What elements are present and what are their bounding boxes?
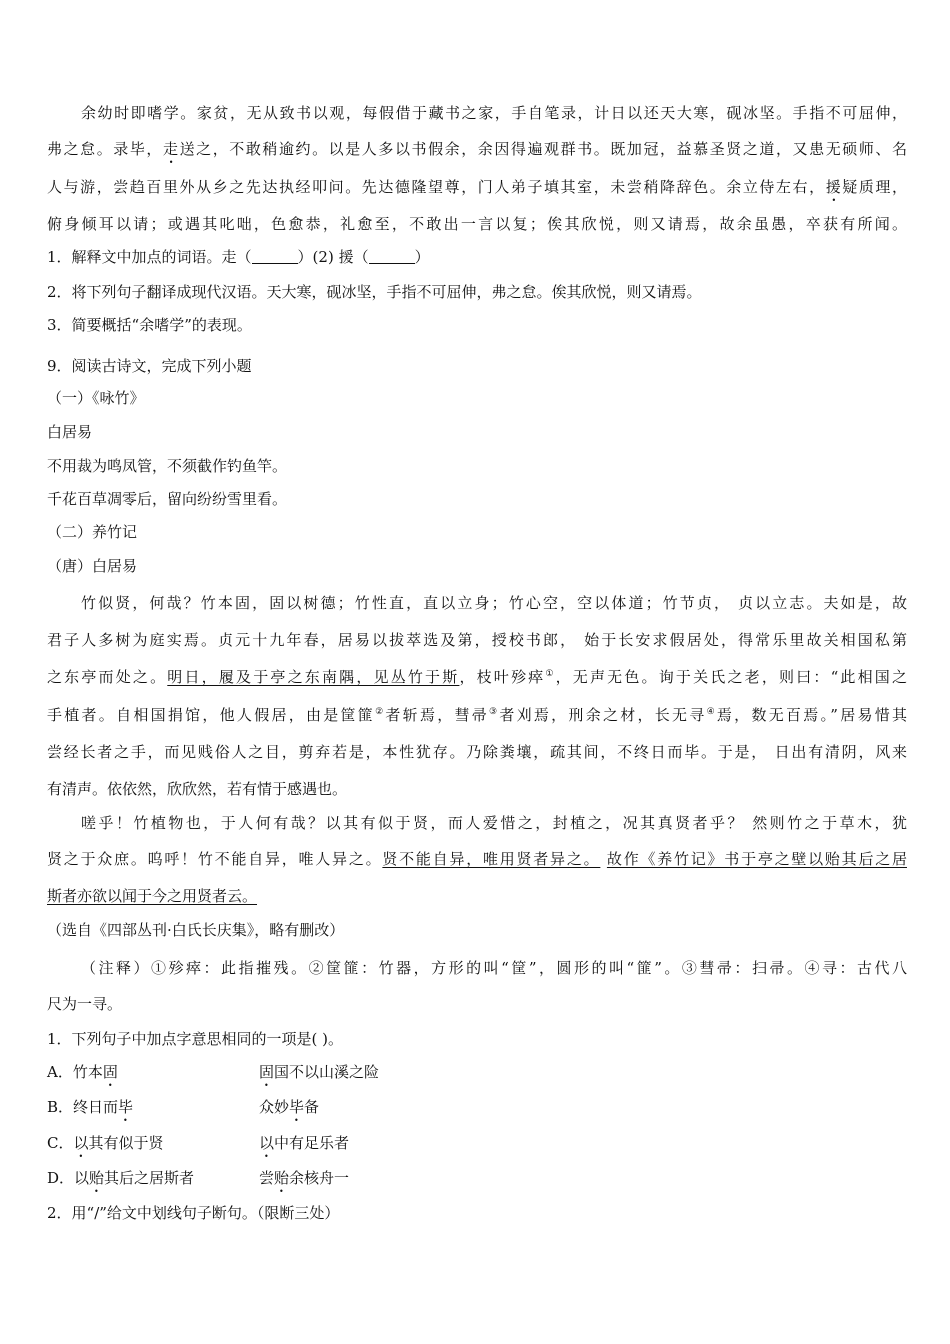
option-compare (259, 1061, 379, 1090)
passage2-line: 君子人多树为庭实焉。贞元十九年春，居易以拔萃选及第，授校书郎， 始于长安求假居处，得常乐里故关相国私第 (47, 631, 907, 649)
question-1-2: 2．将下列句子翻译成现代汉语。天大寒，砚冰坚，手指不可屈伸，弗之怠。俟其欣悦，则又请焉。 (47, 283, 702, 301)
passage1-line (47, 176, 907, 205)
text-run: ，枝叶殄瘁 (459, 668, 546, 686)
option-compare (259, 1096, 319, 1125)
passage2-line: 尝经长者之手，而见贱俗人之目，剪弃若是，本性犹存。乃除粪壤，疏其间，不终日而毕。于是， 日出有清阴，风来 (47, 743, 907, 761)
passage1-line: 俯身倾耳以请；或遇其叱咄，色愈恭，礼愈至，不敢出一言以复；俟其欣悦，则又请焉，故余虽愚，卒获有所闻。 (47, 215, 907, 233)
option-label: D．以 (47, 1169, 90, 1187)
text-run: 人与游，尝趋百里外从乡之先达执经叩问。先达德隆望尊，门人弟子填其室，未尝稍降辞色。余立侍左右， (47, 178, 826, 196)
text-run: 疑质理， (842, 178, 907, 196)
passage1-line (47, 138, 907, 167)
option-label: C． (47, 1134, 74, 1152)
dotted-char: 毕 (118, 1098, 134, 1116)
option-d[interactable] (47, 1167, 907, 1196)
dotted-char: 固 (259, 1063, 275, 1081)
question-1-1 (47, 246, 907, 268)
option-label: B．终日而 (47, 1098, 119, 1116)
option-c[interactable] (47, 1132, 907, 1161)
dotted-char: 以 (73, 1134, 89, 1152)
dotted-char: 以 (259, 1134, 275, 1152)
annotation-line: （注释）①殄瘁：此指摧残。②筐篚：竹器，方形的叫“筐”，圆形的叫“篚”。③彗帚：扫帚。④寻：古代八 (81, 959, 907, 977)
poem-author: 白居易 (47, 423, 93, 441)
underlined-sentence: 斯者亦欲以闻于今之用贤者云。 (47, 887, 258, 905)
text-run: 1．解释文中加点的词语。走（ (47, 248, 252, 266)
footnote-mark: ② (375, 707, 386, 717)
option-label: A．竹本 (47, 1063, 103, 1081)
footnote-mark: ① (545, 669, 556, 679)
question-9-2: 2．用“/”给文中划线句子断句。（限断三处） (47, 1204, 340, 1222)
text-run: ）(2) 援（ (297, 248, 369, 266)
passage2-line (47, 885, 907, 907)
dotted-char: 毕 (289, 1098, 305, 1116)
text-run: 备 (304, 1098, 320, 1116)
question-1-3: 3．简要概括“余嗜学”的表现。 (47, 316, 252, 334)
answer-blank[interactable] (252, 251, 298, 264)
poem-line: 千花百草凋零后，留向纷纷雪里看。 (47, 490, 288, 508)
dotted-char: 贻 (274, 1169, 290, 1187)
text-run: 尝 (259, 1169, 275, 1187)
underlined-sentence: 明日，履及于亭之东南隅，见丛竹于斯 (167, 668, 460, 686)
essay-heading: （二）养竹记 (47, 523, 138, 541)
passage2-line (47, 848, 907, 870)
text-run: ，无声无色。询于关氏之老，则曰：“此相国之 (555, 668, 907, 686)
text-run: 之东亭而处之。 (47, 668, 168, 686)
source-citation: （选自《四部丛刊·白氏长庆集》，略有删改） (47, 921, 345, 939)
passage2-line: 有清声。依依然，欣欣然，若有情于感遇也。 (47, 780, 348, 798)
text-run: 国不以山溪之险 (274, 1063, 380, 1081)
option-b[interactable] (47, 1096, 907, 1125)
text-run: 其有似于贤 (88, 1134, 164, 1152)
text-run: 中有足乐者 (274, 1134, 350, 1152)
text-run: 弗之怠。录毕， (47, 140, 163, 158)
footnote-mark: ④ (706, 707, 717, 717)
passage2-line (47, 704, 907, 726)
option-compare (259, 1132, 349, 1161)
text-run: 焉，数无百焉。”居易惜其 (716, 706, 907, 724)
poem-heading: （一）《咏竹》 (47, 389, 145, 407)
text-run: 其后之居斯者 (104, 1169, 195, 1187)
underlined-sentence: 故作《养竹记》书于亭之壁以贻其后之居 (606, 850, 907, 868)
option-compare (259, 1167, 349, 1196)
underlined-sentence: 贤不能自异，唯用贤者异之。 (382, 850, 601, 868)
dotted-word: 走 (162, 140, 180, 158)
answer-blank[interactable] (369, 251, 415, 264)
text-run: 者刈焉，刑余之材，长无寻 (499, 706, 707, 724)
section-9-title: 9．阅读古诗文，完成下列小题 (47, 357, 252, 375)
text-run: 送之，不敢稍逾约。以是人多以书假余，余因得遍观群书。既加冠，益慕圣贤之道，又患无硕师、名 (179, 140, 907, 158)
option-a[interactable] (47, 1061, 907, 1090)
essay-author: （唐）白居易 (47, 557, 138, 575)
dotted-word: 援 (825, 178, 843, 196)
dotted-char: 固 (102, 1063, 118, 1081)
passage2-line: 竹似贤，何哉？竹本固，固以树德；竹性直，直以立身；竹心空，空以体道；竹节贞， 贞以立志。夫如是，故 (81, 594, 907, 612)
poem-line: 不用裁为鸣凤管，不须截作钓鱼竿。 (47, 457, 288, 475)
text-run: 者斩焉，彗帚 (385, 706, 490, 724)
dotted-char: 贻 (89, 1169, 105, 1187)
footnote-mark: ③ (489, 707, 500, 717)
text-run: 众妙 (259, 1098, 290, 1116)
annotation-line: 尺为一寻。 (47, 995, 123, 1013)
question-9-1: 1．下列句子中加点字意思相同的一项是( )。 (47, 1030, 344, 1048)
text-run: 贤之于众庶。呜呼！竹不能自异，唯人异之。 (47, 850, 383, 868)
passage1-line: 余幼时即嗜学。家贫，无从致书以观，每假借于藏书之家，手自笔录，计日以还天大寒，砚冰坚。手指不可屈伸， (81, 104, 907, 122)
passage2-line: 嗟乎！竹植物也，于人何有哉？以其有似于贤，而人爱惜之，封植之，况其真贤者乎？ 然则竹之于草木，犹 (81, 814, 907, 832)
text-run: ） (414, 248, 430, 266)
text-run: 余核舟一 (289, 1169, 350, 1187)
passage2-line (47, 666, 907, 688)
text-run: 手植者。自相国捐馆，他人假居，由是筐篚 (47, 706, 376, 724)
